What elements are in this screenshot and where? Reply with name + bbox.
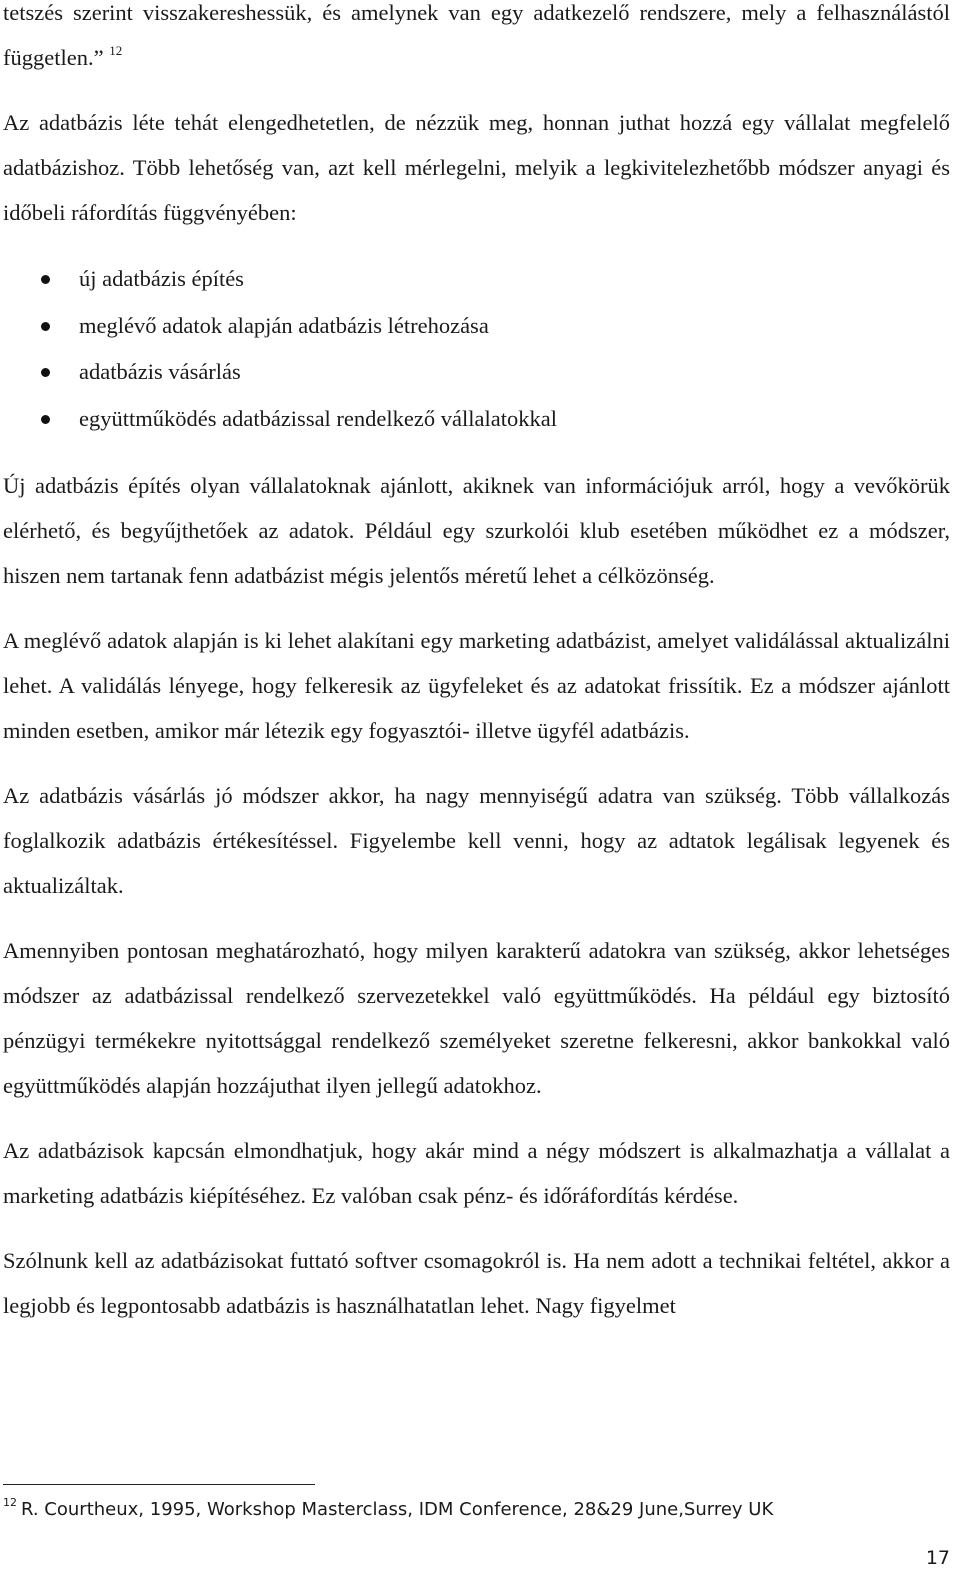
list-item <box>3 349 950 396</box>
methods-bullet-list <box>3 256 950 442</box>
footnote-separator <box>3 1484 315 1485</box>
list-item <box>3 396 950 443</box>
bullet-icon <box>41 322 50 331</box>
paragraph-software: Szólnunk kell az adatbázisokat futtató softver csomagokról is. Ha nem adott a technikai feltétel, akkor a legjobb és legpontosabb adatbázis is használhatatlan lehet. Nagy figyelmet <box>3 1248 950 1318</box>
footnote <box>3 1497 773 1523</box>
list-item-text: adatbázis vásárlás <box>79 359 241 384</box>
bullet-icon <box>41 368 50 377</box>
paragraph-cooperation: Amennyiben pontosan meghatározható, hogy milyen karakterű adatokra van szükség, akkor lehetséges módszer az adatbázissal rendelkező szervezetekkel való együttműködés. Ha például egy biztosító pénzügyi termékekre nyitottsággal rendelkező személyeket szeretne felkeresni, akkor bankokkal való együttműködés alapján hozzájuthat ilyen jellegű adatokhoz. <box>3 938 950 1098</box>
bullet-icon <box>41 275 50 284</box>
paragraph-database-sources: Az adatbázis léte tehát elengedhetetlen, de nézzük meg, honnan juthat hozzá egy vállalat megfelelő adatbázishoz. Több lehetőség van, azt kell mérlegelni, melyik a legkivitelezhetőbb módszer anyagi és időbeli ráfordítás függvényében: <box>3 110 950 225</box>
bullet-icon <box>41 415 50 424</box>
list-item <box>3 256 950 303</box>
footnote-number: 12 <box>3 1496 17 1509</box>
list-item-text: új adatbázis építés <box>79 266 244 291</box>
paragraph-quote-ending <box>3 0 950 80</box>
paragraph-database-purchase: Az adatbázis vásárlás jó módszer akkor, ha nagy mennyiségű adatra van szükség. Több vállalkozás foglalkozik adatbázis értékesítéssel. Figyelembe kell venni, hogy az adtatok legálisak legyenek és aktualizáltak. <box>3 783 950 898</box>
paragraph-summary: Az adatbázisok kapcsán elmondhatjuk, hogy akár mind a négy módszert is alkalmazhatja a vállalat a marketing adatbázis kiépítéséhez. Ez valóban csak pénz- és időráfordítás kérdése. <box>3 1138 950 1208</box>
footnote-reference: 12 <box>109 43 123 58</box>
paragraph-existing-data: A meglévő adatok alapján is ki lehet alakítani egy marketing adatbázist, amelyet validálással aktualizálni lehet. A validálás lényege, hogy felkeresik az ügyfeleket és az adatokat frissítik. Ez a módszer ajánlott minden esetben, amikor már létezik egy fogyasztói- illetve ügyfél adatbázis. <box>3 628 950 743</box>
paragraph-new-database: Új adatbázis építés olyan vállalatoknak ajánlott, akiknek van információjuk arról, hogy a vevőkörük elérhető, és begyűjthetőek az adatok. Például egy szurkolói klub esetében működhet ez a módszer, hiszen nem tartanak fenn adatbázist mégis jelentős méretű lehet a célközönség. <box>3 473 950 588</box>
document-page <box>3 0 950 1328</box>
paragraph-text: tetszés szerint visszakereshessük, és amelynek van egy adatkezelő rendszere, mely a felhasználástól független.” <box>3 0 950 70</box>
list-item-text: együttműködés adatbázissal rendelkező vállalatokkal <box>79 405 557 431</box>
page-number: 17 <box>925 1547 950 1569</box>
list-item-text: meglévő adatok alapján adatbázis létrehozása <box>79 312 489 338</box>
footnote-text: R. Courtheux, 1995, Workshop Masterclass, IDM Conference, 28&29 June,Surrey UK <box>21 1499 774 1520</box>
list-item <box>3 303 950 350</box>
